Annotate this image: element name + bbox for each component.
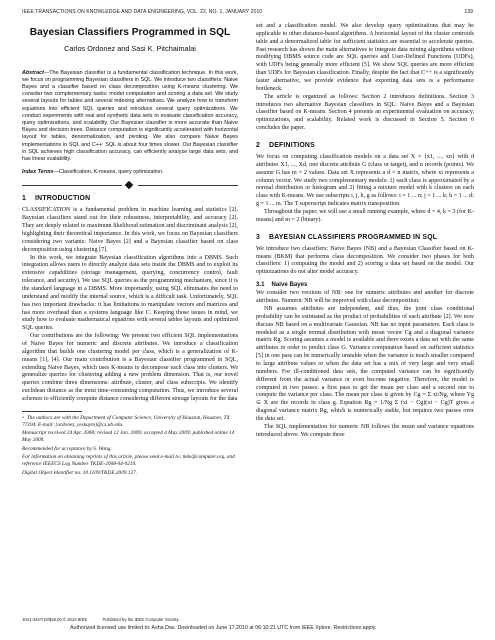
footnote-recommended: Recommended for acceptance by S. Wang. — [22, 445, 112, 452]
subsection-number: 3.1 — [256, 281, 265, 289]
paragraph: CLASSIFICATION is a fundamental problem in machine learning and statistics [2]. Bayesian classifiers stand out for their robustness, interpretability, and accuracy [2]. They are deeply related to maximum likelihood estimation and discriminant analysis [2], highlighting their theoretical importance. In this work, we focus on Bayesian classifiers considering two variants: Naive Bayes [2] and a Bayesian classifier based on class decomposition using clustering [7]. — [22, 207, 238, 253]
footnote-manuscript: Manuscript received 24 Apr. 2008; revised 12 Jan. 2009; accepted 4 May 2009; published online 14 May 2009. — [22, 430, 235, 443]
index-terms — [22, 169, 238, 176]
section-title: BAYESIAN CLASSIFIERS PROGRAMMED IN SQL — [269, 233, 438, 241]
section-number: 2 — [256, 142, 261, 150]
footnotes — [22, 415, 238, 477]
section-2-heading — [256, 142, 474, 149]
paragraph: Our contributions are the following: We present two efficient SQL implementations of Naive Bayes for numeric and discrete attributes. We introduce a classification algorithm that builds one clustering model per class, which is a generalization of K-means [1], [4]. Our main contribution is a Bayesian classifier programmed in SQL, extending Naive Bayes, which uses K-means to decompose each class into clusters. We generalize queries for clustering adding a new problem dimension. That is, our novel queries combine three dimensions: attribute, cluster, and class subscripts. We identify euclidean distance as the most time-consuming computation. Thus, we introduce several schemes to efficiently compute distance considering different storage layouts for the data — [22, 333, 238, 402]
paper-title: Bayesian Classifiers Programmed in SQL — [29, 27, 231, 38]
footer-issn: 1041-4347/10/$26.00 © 2010 IEEE — [22, 617, 88, 622]
subsection-3-1-heading — [256, 281, 474, 288]
section-title: INTRODUCTION — [35, 195, 91, 203]
paragraph: We focus on computing classification models on a data set X = {x1, ..., xn} with d attributes X1, ..., Xd, one discrete attribute G (class or target), and n records (points). We assume G has m = 2 values. Data set X represents a d × n matrix, where xi represents a column vector. We study two complementary models: 1) each class is approximated by a normal distribution or histogram and 2) fitting a mixture model with k clusters on each class with K-means. We use subscripts i, j, h, g as follows: i = 1 ... n; j = 1 ... k; h = 1 ... d; g = 1 ... m. The T superscript indicates matrix transposition. — [256, 154, 474, 208]
abstract-label: Abstract — [22, 69, 44, 76]
divider-line-left — [22, 185, 122, 186]
section-1-heading — [22, 195, 238, 202]
footnote-reprints: For information on obtaining reprints of this article, please send e-mail to: tkde@computer.org, and reference IEEECS Log Number TKDE-2008-04-0219. — [22, 454, 235, 468]
authorized-use-notice: Authorized licensed use limited to: Asha Das. Downloaded on June 17,2010 at 06:10:21 UTC from IEEE Xplore. Restrictions apply. — [70, 625, 377, 631]
footnote-doi: Digital Object Identifier no. 10.1109/TKDE.2009.127. — [22, 469, 138, 476]
left-column — [22, 27, 238, 479]
spacer — [256, 133, 474, 142]
right-column — [256, 23, 474, 440]
footer-copyright — [22, 617, 179, 622]
section-number: 1 — [22, 195, 27, 203]
paragraph: In this work, we integrate Bayesian classification algorithms into a DBMS. Such integration allows users to directly analyze data sets inside the DBMS and to exploit its extensive capabilities (storage management, querying, concurrency control, fault tolerance, and security). We use SQL queries as the programming mechanism, since it is the standard language in a DBMS. More importantly, using SQL eliminates the need to understand and modify the internal source, which is a difficult task. Unfortunately, SQL has two important drawbacks: it has limitations to manipulate vectors and matrices and has more overhead than a systems language like C. Keeping those issues in mind, we study how to evaluate mathematical equations with several tables layouts and optimized SQL queries. — [22, 254, 238, 332]
divider-line-right — [138, 185, 238, 186]
page-number: 139 — [464, 9, 473, 15]
diamond-icon — [125, 181, 133, 189]
bullet-icon: • — [22, 414, 24, 421]
spacer — [256, 225, 474, 234]
journal-header: IEEE TRANSACTIONS ON KNOWLEDGE AND DATA ENGINEERING, VOL. 22, NO. 1, JANUARY 2010 — [22, 9, 263, 15]
paragraph: We introduce two classifiers: Naive Bayes (NB) and a Bayesian Classifier based on K-means (BKM) that performs class decomposition. We consider two phases for both classifiers: 1) computing the model and 2) scoring a data set based on the model. Our optimizations do not alter model accuracy. — [256, 245, 474, 276]
footnote-affiliation: • The authors are with the Department of Computer Science, University of Houston, Houston, TX 77204. E-mail: {ordonez, yeskaym}@cs.uh.edu. — [22, 414, 230, 428]
footnote-rule — [22, 411, 82, 412]
subsection-title: Naive Bayes — [271, 281, 308, 289]
section-divider — [22, 181, 238, 191]
abstract-text: —The Bayesian classifier is a fundamental classification technique. In this work, we focus on programming Bayesian classifiers in SQL. We introduce two classifiers: Naive Bayes and a classifier based on class decomposition using K-means clustering. We consider two complementary tasks: model computation and scoring a data set. We study several layouts for tables and several indexing alternatives. We analyze how to transform equations into efficient SQL queries and introduce several query optimizations. We conduct experiments with real and synthetic data sets to evaluate classification accuracy, query optimizations, and scalability. Our Bayesian classifier is more accurate than Naive Bayes and decision trees. Distance computation is significantly accelerated with horizontal layout for tables, denormalization, and pivoting. We also compare Naive Bayes implementations in SQL and C++: SQL is about four times slower. Our Bayesian classifier in SQL achieves high classification accuracy, can efficiently analyze large data sets, and has linear scalability. — [22, 69, 238, 162]
paragraph: Throughout the paper, we will use a small running example, where d = 4, k = 3 (for K-means) and m = 2 (binary). — [256, 209, 474, 223]
paragraph: set and a classification model. We also develop query optimizations that may be applicable to other distance-based algorithms. A horizontal layout of the cluster centroids table and a denormalized table for sufficient statistics are essential to accelerate queries. Past research has shown the main alternatives to integrate data mining algorithms without modifying DBMS source code are SQL queries and User-Defined Functions (UDFs), with UDFs being generally more efficient [5]. We show SQL queries are more efficient than UDFs for Bayesian classification. Finally, despite the fact that C++ is a significantly faster alternative, we provide evidence that exporting data sets is a performance bottleneck. — [256, 23, 474, 92]
section-title: DEFINITIONS — [269, 142, 315, 150]
section-3-heading — [256, 234, 474, 241]
index-terms-text: —Classification, K-means, query optimization. — [53, 169, 164, 176]
footer-publisher: Published by the IEEE Computer Society — [102, 617, 179, 622]
section-number: 3 — [256, 233, 261, 241]
paragraph: We consider two versions of NB: one for numeric attributes and another for discrete attributes. Numeric NB will be improved with class decomposition. — [256, 290, 474, 305]
running-head — [22, 9, 473, 15]
paragraph: The SQL implementation for numeric NB follows the mean and variance equations introduced above. We compute three — [256, 423, 474, 438]
paragraph: The article is organized as follows: Section 2 introduces definitions. Section 3 introduces two alternative Bayesian classifiers in SQL: Naive Bayes and a Bayesian classifier based on K-means. Section 4 presents an experimental evaluation on accuracy, optimizations, and scalability. Related work is discussed in Section 5. Section 6 concludes the paper. — [256, 93, 474, 132]
abstract — [22, 70, 238, 163]
index-terms-label: Index Terms — [22, 169, 54, 176]
paragraph: NB assumes attributes are independent, and thus, the joint class conditional probability can be estimated as the product of probabilities of each attribute [2]. We now discuss NB based on a multivariate Gaussian. NB has no input parameters. Each class is modeled as a single normal distribution with mean vector Cg and a diagonal variance matrix Rg. Scoring assumes a model is available and there exists a data set with the same attributes in order to predict class G. Variance computation based on sufficient statistics [5] in one pass can be numerically unstable when the variance is much smaller compared to large attribute values or when the data set has a mix of very large and very small numbers. For ill-conditioned data sets, the computed variance can be significantly different from the actual variance or even become negative. Therefore, the model is computed in two passes: a first pass to get the mean per class and a second one to compute the variance per class. The mean per class is given by Cg = Σ xi/Ng, where Yg ⊆ X are the records in class g. Equation Rg = 1/Ng Σ (xi − Cg)(xi − Cg)T gives a diagonal variance matrix Rg, which is numerically stable, but requires two passes over the data set. — [256, 305, 474, 422]
paper-authors: Carlos Ordonez and Sasi K. Pitchaimalai — [64, 43, 196, 53]
